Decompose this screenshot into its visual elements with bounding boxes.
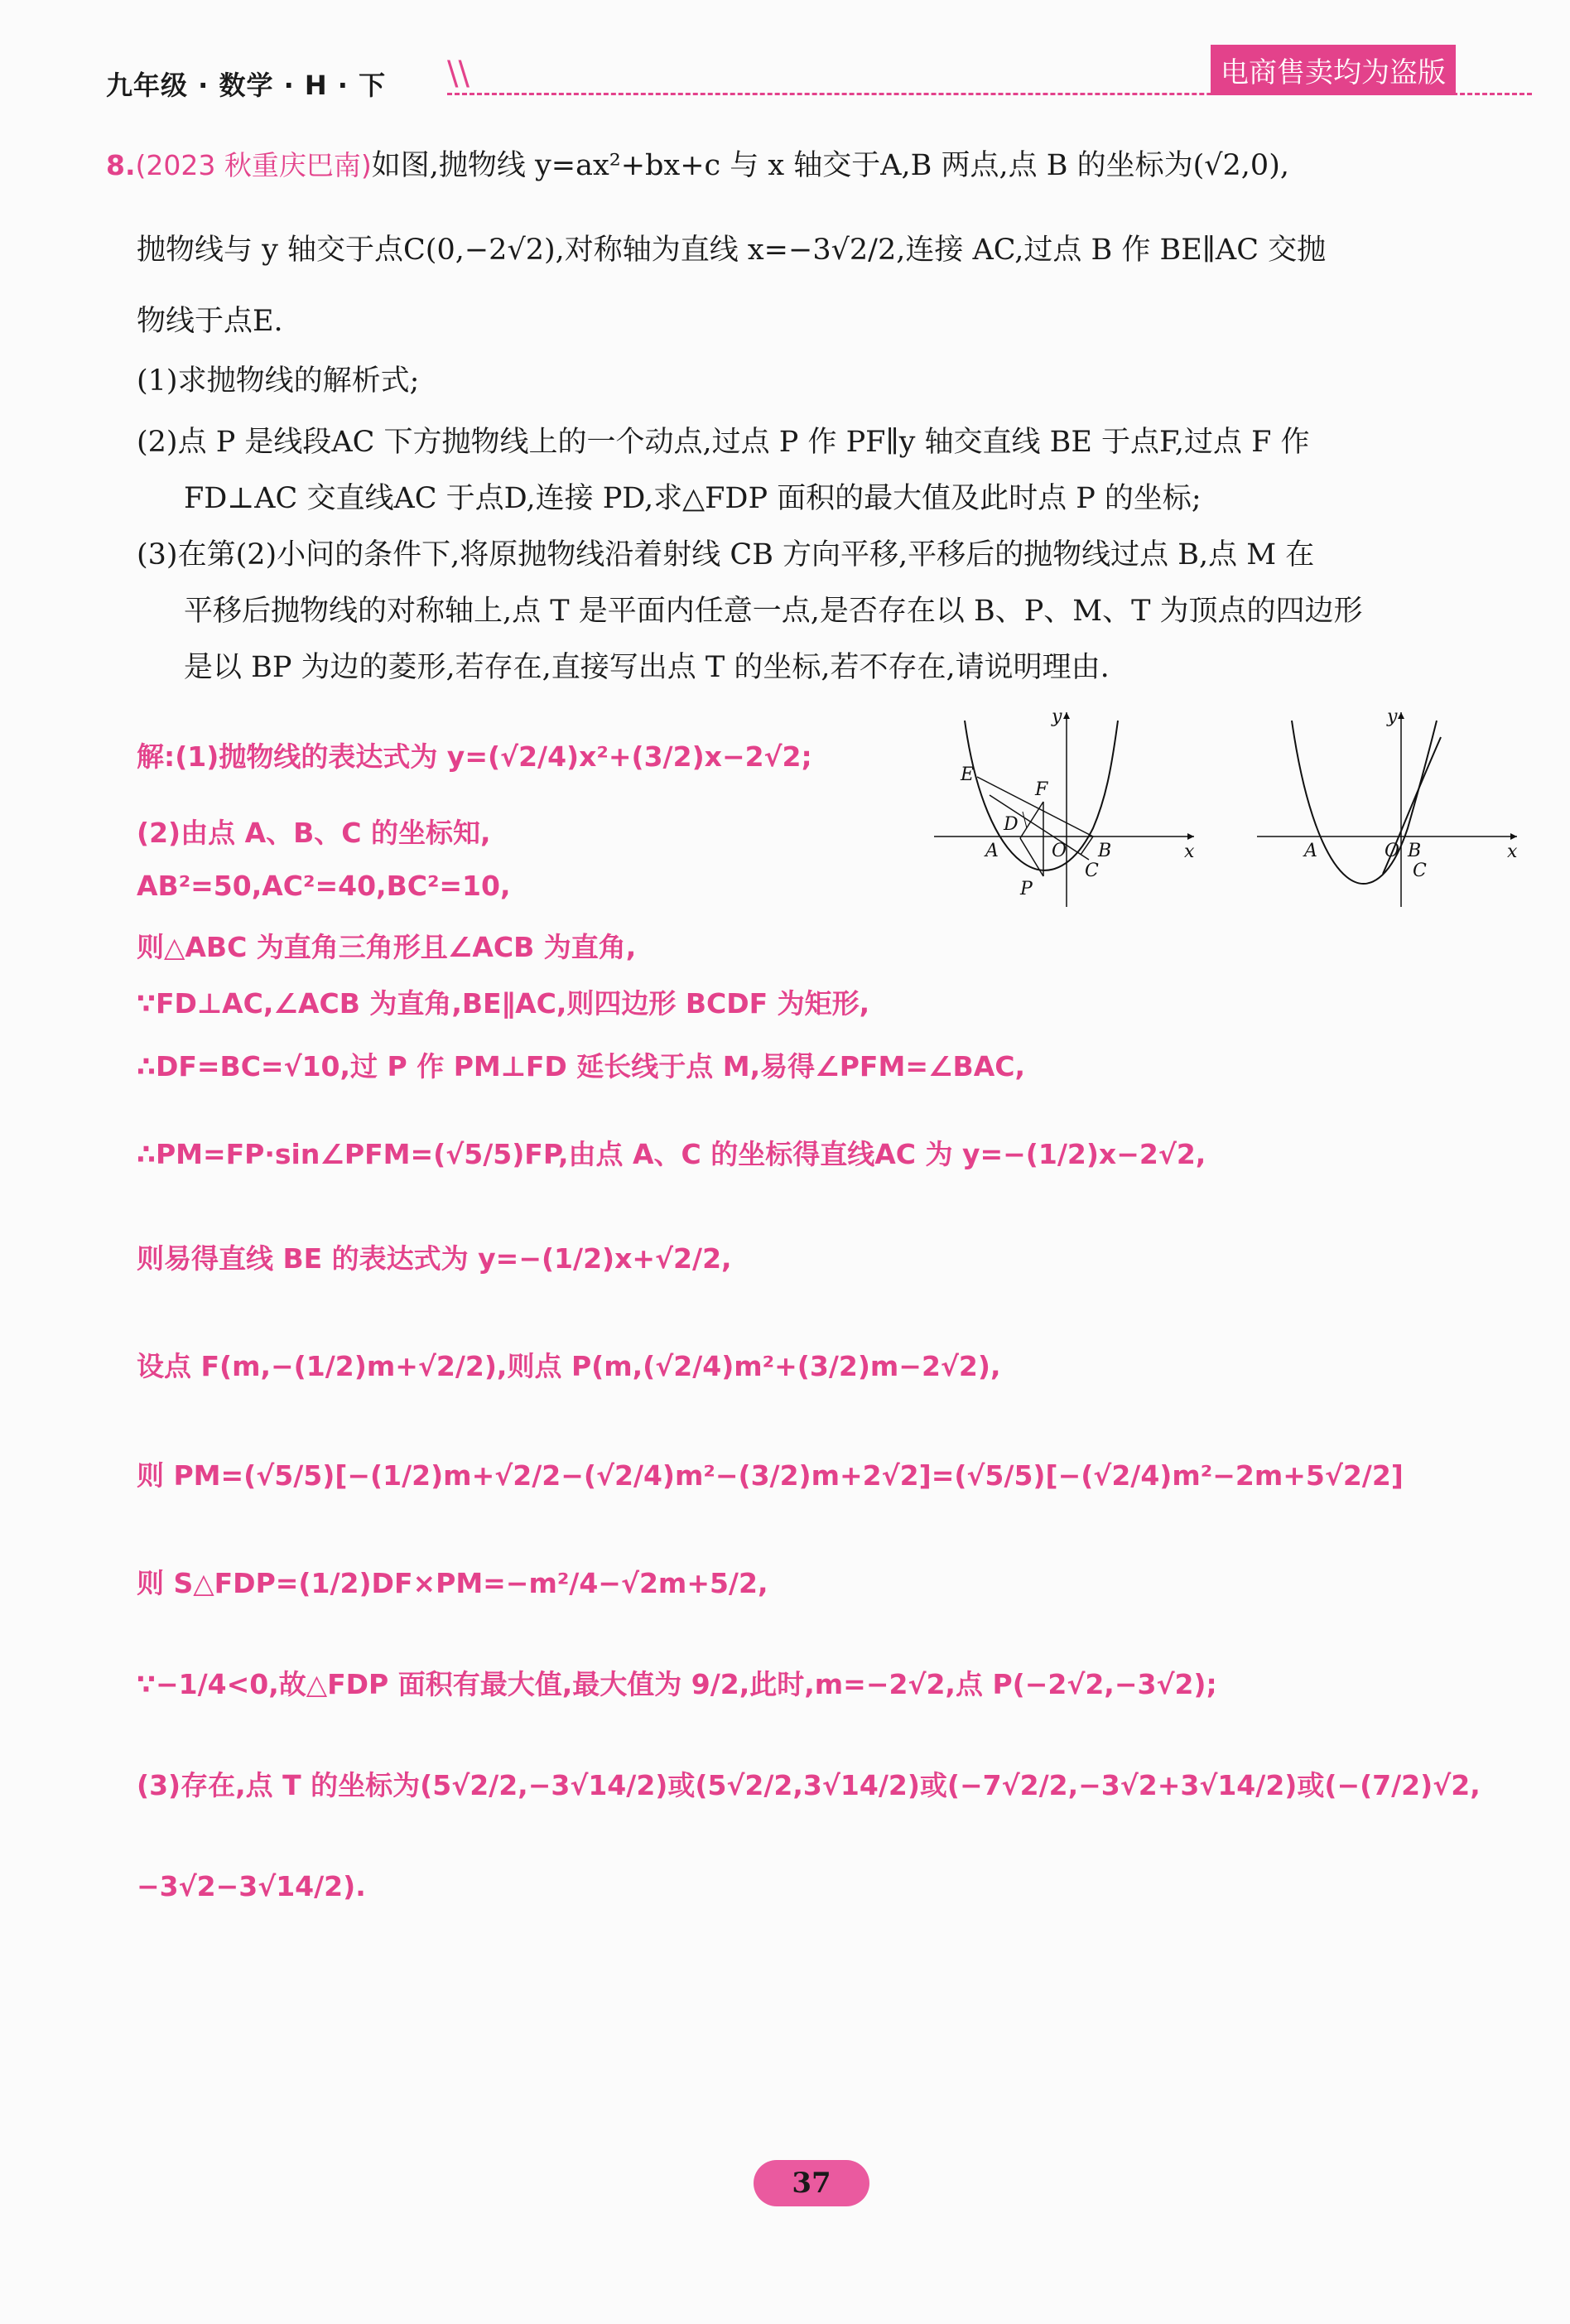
problem-source: (2023 秋重庆巴南) bbox=[135, 149, 372, 181]
fig1-label-E: E bbox=[961, 764, 975, 785]
solution-line-4: 则△ABC 为直角三角形且∠ACB 为直角, bbox=[137, 931, 637, 963]
solution-line-9: 设点 F(m,−(1/2)m+√2/2),则点 P(m,(√2/4)m²+(3/2)m−2√2), bbox=[137, 1350, 1001, 1382]
problem-line-1 bbox=[106, 146, 1289, 186]
solution-line-2: (2)由点 A、B、C 的坐标知, bbox=[137, 817, 491, 849]
fig1-label-D: D bbox=[1004, 814, 1019, 835]
fig1-label-x: x bbox=[1184, 841, 1195, 862]
part-2-line-1: (2)点 P 是线段AC 下方抛物线上的一个动点,过点 P 作 PF∥y 轴交直线 BE 于点F,过点 F 作 bbox=[137, 426, 1310, 459]
solution-line-3: AB²=50,AC²=40,BC²=10, bbox=[137, 870, 511, 902]
solution-line-7: ∴PM=FP·sin∠PFM=(√5/5)FP,由点 A、C 的坐标得直线AC 为 y=−(1/2)x−2√2, bbox=[137, 1138, 1206, 1170]
solution-line-6: ∴DF=BC=√10,过 P 作 PM⊥FD 延长线于点 M,易得∠PFM=∠BAC, bbox=[137, 1050, 1025, 1082]
problem-line-2: 抛物线与 y 轴交于点C(0,−2√2),对称轴为直线 x=−3√2/2,连接 AC,过点 B 作 BE∥AC 交抛 bbox=[137, 234, 1327, 267]
segment-FD bbox=[1020, 802, 1043, 838]
fig1-label-O: O bbox=[1052, 841, 1067, 861]
part-1: (1)求抛物线的解析式; bbox=[137, 364, 420, 398]
fig2-label-A: A bbox=[1304, 841, 1317, 861]
part-3-line-3: 是以 BP 为边的菱形,若存在,直接写出点 T 的坐标,若不存在,请说明理由. bbox=[184, 651, 1110, 684]
fig2-label-y: y bbox=[1387, 706, 1398, 727]
figure-2-graph bbox=[1250, 704, 1524, 911]
fig2-label-O: O bbox=[1385, 841, 1400, 861]
fig1-label-C: C bbox=[1085, 861, 1099, 881]
segment-PD bbox=[1020, 838, 1043, 876]
fig1-label-A: A bbox=[985, 841, 999, 861]
header-slash-decoration: \\ bbox=[447, 55, 470, 93]
fig1-label-B: B bbox=[1098, 841, 1112, 861]
part-3-line-2: 平移后抛物线的对称轴上,点 T 是平面内任意一点,是否存在以 B、P、M、T 为顶点的四边形 bbox=[184, 595, 1363, 628]
fig1-label-F: F bbox=[1035, 779, 1048, 800]
dashed-hint bbox=[1023, 812, 1027, 828]
fig2-label-x: x bbox=[1507, 841, 1518, 862]
solution-line-12: ∵−1/4<0,故△FDP 面积有最大值,最大值为 9/2,此时,m=−2√2,点 P(−2√2,−3√2); bbox=[137, 1668, 1217, 1700]
problem-line-3: 物线于点E. bbox=[137, 305, 283, 338]
fig1-label-P: P bbox=[1020, 879, 1033, 899]
part-2-line-2: FD⊥AC 交直线AC 于点D,连接 PD,求△FDP 面积的最大值及此时点 P 的坐标; bbox=[184, 482, 1202, 515]
solution-line-13: (3)存在,点 T 的坐标为(5√2/2,−3√14/2)或(5√2/2,3√14/2)或(−7√2/2,−3√2+3√14/2)或(−(7/2)√2, bbox=[137, 1769, 1481, 1801]
figure-1-graph bbox=[927, 704, 1201, 911]
fig2-label-C: C bbox=[1413, 861, 1427, 881]
solution-line-14: −3√2−3√14/2). bbox=[137, 1870, 366, 1902]
part-3-line-1: (3)在第(2)小问的条件下,将原抛物线沿着射线 CB 方向平移,平移后的抛物线过点 B,点 M 在 bbox=[137, 538, 1315, 571]
solution-line-1: 解:(1)抛物线的表达式为 y=(√2/4)x²+(3/2)x−2√2; bbox=[137, 740, 812, 773]
solution-line-10: 则 PM=(√5/5)[−(1/2)m+√2/2−(√2/4)m²−(3/2)m+2√2]=(√5/5)[−(√2/4)m²−2m+5√2/2] bbox=[137, 1459, 1404, 1492]
solution-line-8: 则易得直线 BE 的表达式为 y=−(1/2)x+√2/2, bbox=[137, 1242, 732, 1275]
anti-piracy-badge: 电商售卖均为盗版 bbox=[1211, 45, 1456, 95]
header-title: 九年级 · 数学 · H · 下 bbox=[106, 70, 387, 101]
fig2-label-B: B bbox=[1408, 841, 1422, 861]
problem-text-1: 如图,抛物线 y=ax²+bx+c 与 x 轴交于A,B 两点,点 B 的坐标为(√2,0), bbox=[371, 149, 1289, 182]
solution-line-11: 则 S△FDP=(1/2)DF×PM=−m²/4−√2m+5/2, bbox=[137, 1567, 768, 1599]
fig1-label-y: y bbox=[1052, 706, 1062, 727]
solution-line-5: ∵FD⊥AC,∠ACB 为直角,BE∥AC,则四边形 BCDF 为矩形, bbox=[137, 987, 870, 1020]
page-number: 37 bbox=[754, 2160, 869, 2206]
problem-number: 8. bbox=[106, 149, 136, 181]
